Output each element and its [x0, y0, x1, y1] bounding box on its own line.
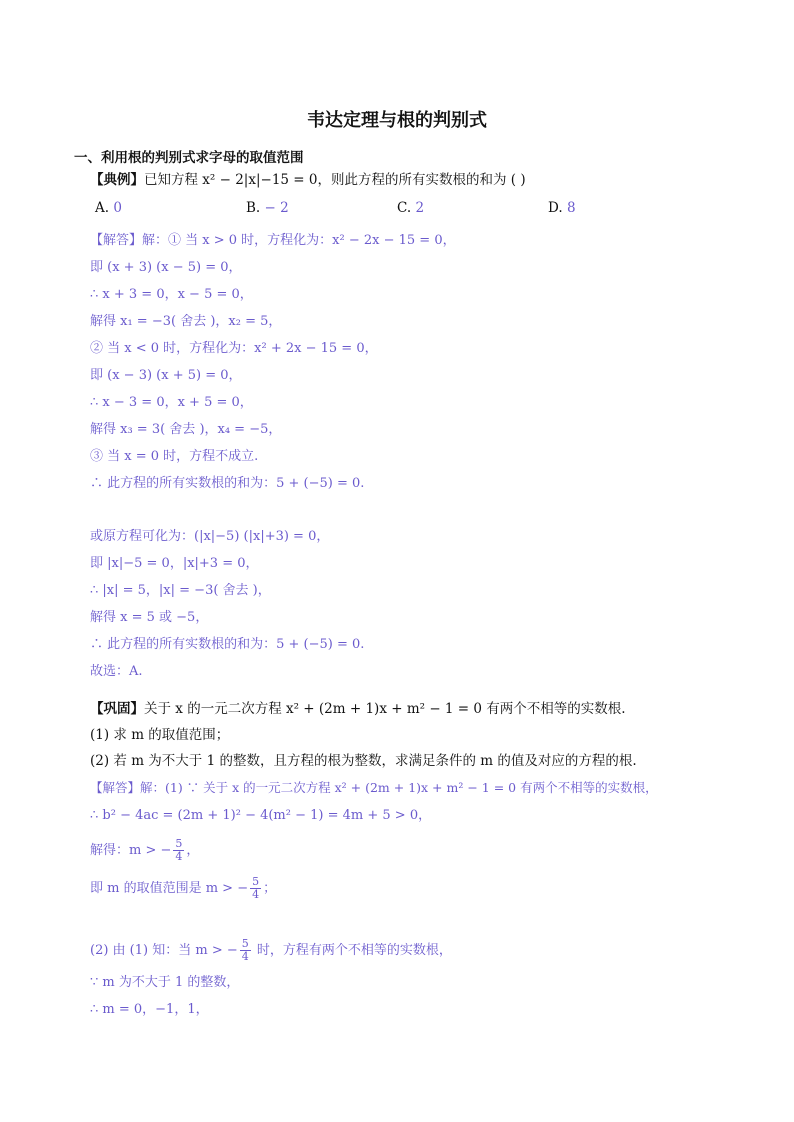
solution-line: ③ 当 x = 0 时，方程不成立. [90, 449, 259, 464]
fraction: $\frac{5}{4}$ [252, 875, 260, 901]
solution-line: 解得：m > − $\frac{5}{4}$ ， [90, 837, 200, 863]
solution-line: 解得 x₃ = 3( 舍去 )，x₄ = −5， [90, 422, 282, 437]
solution-line: ∴ m = 0，−1，1， [90, 1002, 209, 1017]
solution-line: 故选：A. [90, 664, 143, 679]
practice-question [90, 699, 626, 719]
solution-line: 即 m 的取值范围是 m > − $\frac{5}{4}$ ； [90, 875, 277, 901]
solution-line: ∴ b² − 4ac = (2m + 1)² − 4(m² − 1) = 4m + 5 > 0， [90, 808, 432, 823]
solution-line: ∴ x + 3 = 0，x − 5 = 0， [90, 287, 253, 302]
solution-line: ② 当 x < 0 时，方程化为：x² + 2x − 15 = 0， [90, 341, 378, 356]
practice-q1: (1) 求 m 的取值范围； [90, 727, 230, 743]
solution-line: 即 (x − 3) (x + 5) = 0， [90, 368, 242, 383]
practice-tag: 【巩固】 [90, 701, 144, 717]
choice-c: C. 2 [397, 200, 425, 216]
solution-line: 即 |x|−5 = 0，|x|+3 = 0， [90, 556, 259, 571]
solution-line: ∴ 此方程的所有实数根的和为：5 + (−5) = 0. [90, 637, 365, 652]
solution-line: 解得 x = 5 或 −5， [90, 610, 209, 625]
solution-line: ∴ |x| = 5，|x| = −3( 舍去 )， [90, 583, 271, 598]
solution-line: ∴ x − 3 = 0，x + 5 = 0， [90, 395, 253, 410]
fraction: $\frac{5}{4}$ [241, 937, 249, 963]
solution-line: 或原方程可化为：(|x|−5) (|x|+3) = 0， [90, 529, 330, 544]
practice-text: 关于 x 的一元二次方程 x² + (2m + 1)x + m² − 1 = 0 有两个不相等的实数根. [144, 701, 626, 717]
example-question [90, 170, 526, 190]
fraction: $\frac{5}{4}$ [175, 837, 183, 863]
choice-a: A. 0 [95, 200, 122, 216]
solution-line: ∵ m 为不大于 1 的整数， [90, 975, 240, 990]
example-tag: 【典例】 [90, 172, 144, 188]
solution-line: 即 (x + 3) (x − 5) = 0， [90, 260, 242, 275]
example-text: 已知方程 x² − 2|x|−15 = 0，则此方程的所有实数根的和为 ( ) [144, 172, 526, 188]
choice-d: D. 8 [548, 200, 576, 216]
solution-line: 【解答】解：① 当 x > 0 时，方程化为：x² − 2x − 15 = 0， [90, 233, 456, 248]
choice-b: B. − 2 [246, 200, 289, 216]
solution-line: (2) 由 (1) 知：当 m > − $\frac{5}{4}$ 时，方程有两个不相等的实数根， [90, 937, 452, 963]
page-title: 韦达定理与根的判别式 [307, 110, 487, 131]
practice-q2: (2) 若 m 为不大于 1 的整数，且方程的根为整数，求满足条件的 m 的值及对应的方程的根. [90, 753, 637, 769]
solution-line: 解得 x₁ = −3( 舍去 )，x₂ = 5， [90, 314, 282, 329]
solution-line: ∴ 此方程的所有实数根的和为：5 + (−5) = 0. [90, 476, 365, 491]
section-heading: 一、利用根的判别式求字母的取值范围 [74, 150, 304, 166]
solution-line: 【解答】解：(1) ∵ 关于 x 的一元二次方程 x² + (2m + 1)x + m² − 1 = 0 有两个不相等的实数根， [90, 780, 658, 795]
